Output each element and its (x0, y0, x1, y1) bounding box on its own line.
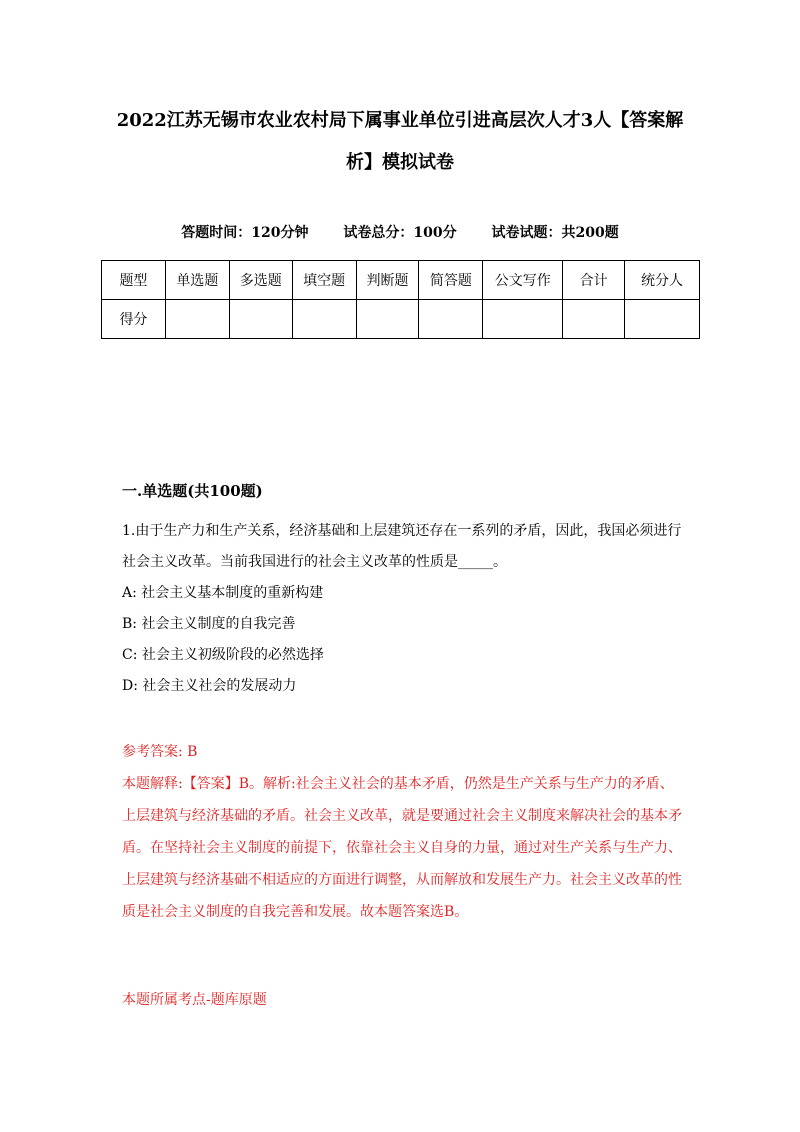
score-cell[interactable] (292, 300, 356, 339)
score-table-header-cell: 单选题 (165, 261, 229, 300)
option-c: C: 社会主义初级阶段的必然选择 (122, 647, 324, 663)
score-table-header-cell: 判断题 (356, 261, 419, 300)
exam-time: 答题时间：120分钟 (181, 225, 309, 241)
option-b: B: 社会主义制度的自我完善 (122, 616, 296, 632)
option-a: A: 社会主义基本制度的重新构建 (122, 585, 324, 601)
score-table-header-cell: 合计 (563, 261, 625, 300)
score-table-header-cell: 公文写作 (483, 261, 563, 300)
answer-block (122, 736, 682, 928)
score-cell[interactable] (419, 300, 483, 339)
question-category: 本题所属考点-题库原题 (122, 992, 267, 1008)
score-cell[interactable] (563, 300, 625, 339)
answer-explanation: 本题解释:【答案】B。解析:社会主义社会的基本矛盾，仍然是生产关系与生产力的矛盾、上层建筑与经济基础的矛盾。社会主义改革，就是要通过社会主义制度来解决社会的基本矛盾。在坚持社会主义制度的前提下，依靠社会主义自身的力量，通过对生产关系与生产力、上层建筑与经济基础不相适应的方面进行调整，从而解放和发展生产力。社会主义改革的性质是社会主义制度的自我完善和发展。故本题答案选B。 (122, 776, 682, 920)
score-table (101, 260, 700, 339)
reference-answer: 参考答案: B (122, 744, 198, 760)
question-text: 1.由于生产力和生产关系，经济基础和上层建筑还存在一系列的矛盾，因此，我国必须进行社会主义改革。当前我国进行的社会主义改革的性质是_____。 (122, 523, 682, 570)
exam-total-score: 试卷总分：100分 (343, 225, 457, 241)
score-table-header-cell: 填空题 (292, 261, 356, 300)
section-title: 一.单选题(共100题) (122, 482, 263, 500)
score-cell[interactable] (483, 300, 563, 339)
option-d: D: 社会主义社会的发展动力 (122, 678, 297, 694)
score-table-header-cell: 简答题 (419, 261, 483, 300)
score-cell[interactable] (229, 300, 292, 339)
exam-meta (0, 222, 800, 242)
score-table-header-cell: 多选题 (229, 261, 292, 300)
document-title: 2022江苏无锡市农业农村局下属事业单位引进高层次人才3人【答案解析】模拟试卷 (116, 110, 684, 173)
score-table-header-cell: 统分人 (625, 261, 700, 300)
score-table-header-cell: 题型 (102, 261, 166, 300)
score-cell[interactable] (356, 300, 419, 339)
score-table-score-row (102, 300, 700, 339)
score-row-label: 得分 (102, 300, 166, 339)
score-cell[interactable] (625, 300, 700, 339)
score-cell[interactable] (165, 300, 229, 339)
question-block (122, 516, 682, 702)
exam-question-count: 试卷试题：共200题 (491, 225, 619, 241)
score-table-header-row (102, 261, 700, 300)
